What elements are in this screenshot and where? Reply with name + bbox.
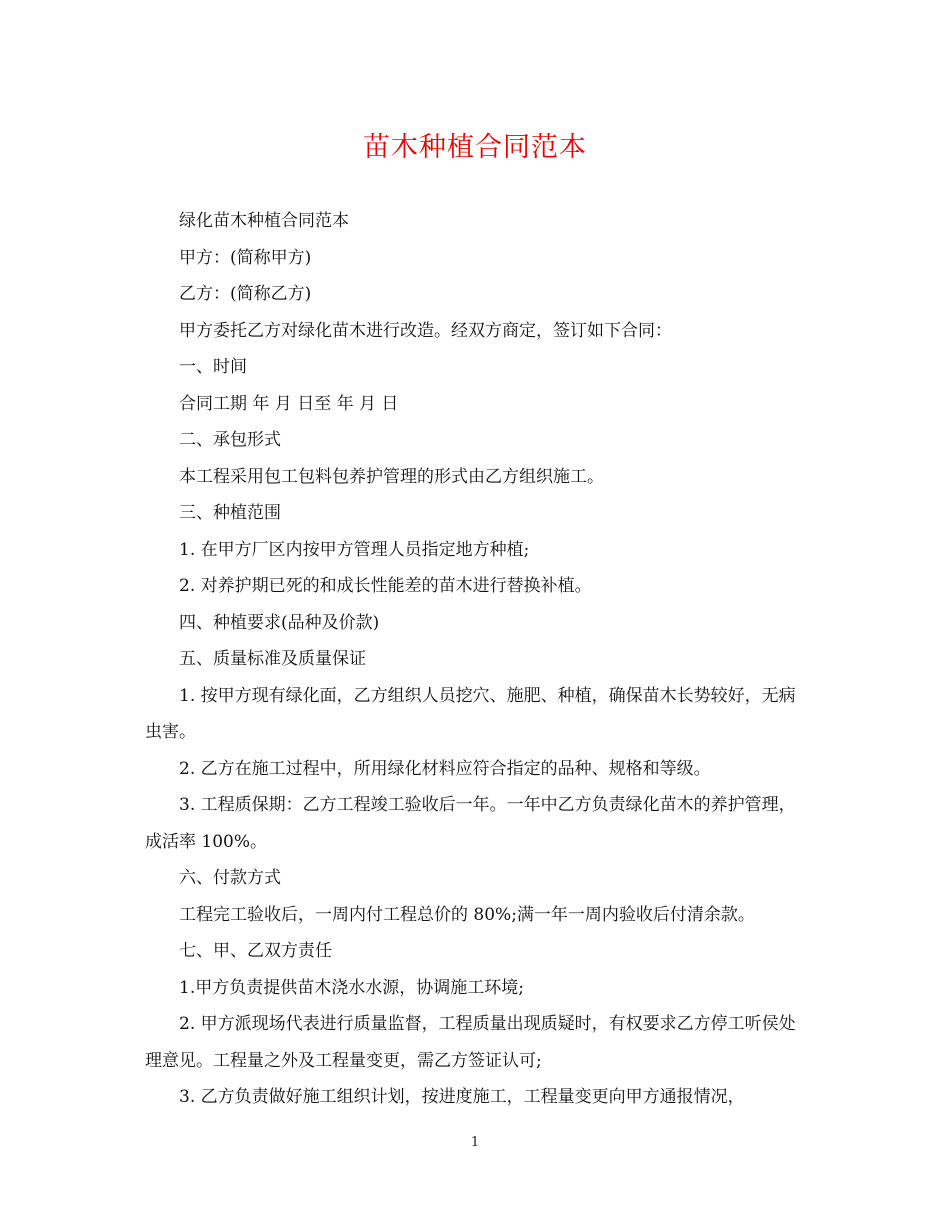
paragraph: 1. 按甲方现有绿化面，乙方组织人员挖穴、施肥、种植，确保苗木长势较好，无病虫害。 <box>145 685 796 742</box>
paragraph: 二、承包形式 <box>179 430 281 450</box>
paragraph: 工程完工验收后，一周内付工程总价的 80%;满一年一周内验收后付清余款。 <box>179 904 755 925</box>
paragraph: 甲方委托乙方对绿化苗木进行改造。经双方商定，签订如下合同： <box>179 320 672 341</box>
paragraph: 合同工期 年 月 日至 年 月 日 <box>179 393 399 414</box>
paragraph: 本工程采用包工包料包养护管理的形式由乙方组织施工。 <box>179 466 604 487</box>
paragraph: 1.甲方负责提供苗木浇水水源，协调施工环境; <box>179 977 524 998</box>
document-body <box>145 203 809 1116</box>
paragraph: 三、种植范围 <box>179 503 281 523</box>
paragraph: 五、质量标准及质量保证 <box>179 649 366 669</box>
paragraph: 3. 乙方负责做好施工组织计划，按进度施工，工程量变更向甲方通报情况， <box>179 1087 745 1107</box>
paragraph: 六、付款方式 <box>179 868 281 888</box>
document-title: 苗木种植合同范本 <box>363 132 587 163</box>
paragraph: 2. 甲方派现场代表进行质量监督，工程质量出现质疑时，有权要求乙方停工听侯处理意见。工程量之外及工程量变更，需乙方签证认可; <box>145 1014 796 1071</box>
page-number: 1 <box>470 1135 480 1150</box>
paragraph: 3. 工程质保期：乙方工程竣工验收后一年。一年中乙方负责绿化苗木的养护管理，成活率 100%。 <box>145 795 796 852</box>
paragraph: 2. 对养护期已死的和成长性能差的苗木进行替换补植。 <box>179 576 592 596</box>
paragraph: 2. 乙方在施工过程中，所用绿化材料应符合指定的品种、规格和等级。 <box>179 758 711 779</box>
paragraph: 1. 在甲方厂区内按甲方管理人员指定地方种植; <box>179 539 530 560</box>
paragraph: 甲方：(简称甲方) <box>179 247 312 268</box>
paragraph: 七、甲、乙双方责任 <box>179 941 332 961</box>
paragraph: 四、种植要求(品种及价款) <box>179 612 380 633</box>
paragraph: 绿化苗木种植合同范本 <box>179 211 349 231</box>
paragraph: 一、时间 <box>179 357 247 377</box>
paragraph: 乙方：(简称乙方) <box>179 284 312 304</box>
